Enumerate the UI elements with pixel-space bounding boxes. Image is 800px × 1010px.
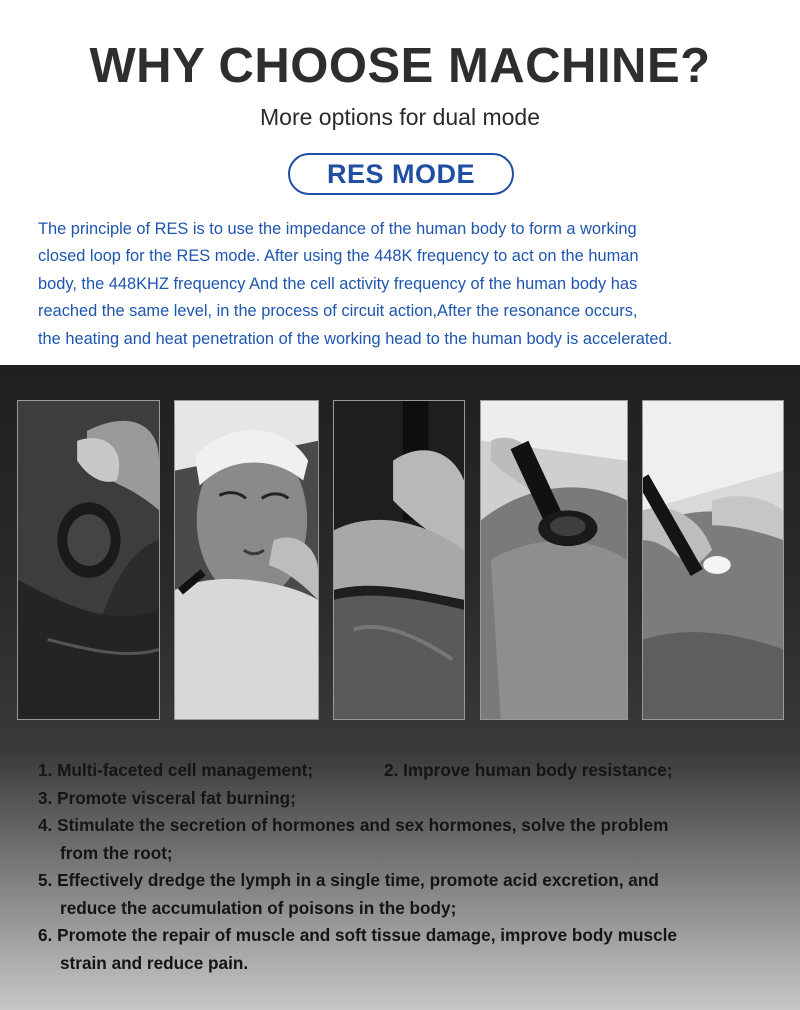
benefits-list: [38, 757, 778, 977]
benefit-item-6-cont: strain and reduce pain.: [60, 952, 249, 973]
res-mode-badge: [288, 153, 514, 195]
treatment-photo-3: [333, 400, 465, 720]
treatment-photo-3-image: [334, 401, 464, 719]
page-subtitle: More options for dual mode: [260, 104, 540, 130]
description-paragraph: [38, 216, 788, 353]
description-line: reached the same level, in the process of circuit action,After the resonance occurs,: [38, 302, 638, 321]
benefit-item-1: 1. Multi-faceted cell management;: [38, 760, 314, 780]
treatment-photo-1-image: [18, 401, 159, 719]
benefit-item-3: 3. Promote visceral fat burning;: [38, 787, 296, 808]
treatment-photo-4: [480, 400, 628, 720]
benefit-item-6: 6. Promote the repair of muscle and soft tissue damage, improve body muscle: [38, 925, 677, 945]
benefit-item-4: 4. Stimulate the secretion of hormones and sex hormones, solve the problem: [38, 815, 669, 835]
benefit-item-5: 5. Effectively dredge the lymph in a single time, promote acid excretion, and: [38, 870, 659, 890]
treatment-photo-4-image: [481, 401, 627, 719]
header-section: [0, 0, 800, 365]
description-line: body, the 448KHZ frequency And the cell activity frequency of the human body has: [38, 274, 638, 293]
description-line: the heating and heat penetration of the working head to the human body is accelerated.: [38, 329, 673, 348]
res-mode-label: RES MODE: [326, 158, 476, 189]
description-line: closed loop for the RES mode. After using the 448K frequency to act on the human: [38, 247, 639, 266]
treatment-photo-5-image: [643, 401, 783, 719]
treatment-photo-1: [17, 400, 160, 720]
treatment-photo-2-image: [175, 401, 318, 719]
benefits-row-1: [38, 757, 778, 785]
treatment-photo-5: [642, 400, 784, 720]
treatment-photo-2: [174, 400, 319, 720]
description-line: The principle of RES is to use the impedance of the human body to form a working: [38, 220, 637, 238]
benefit-item-5-cont: reduce the accumulation of poisons in the body;: [60, 897, 457, 918]
benefit-item-4-cont: from the root;: [60, 842, 173, 863]
page-title: WHY CHOOSE MACHINE?: [89, 39, 711, 93]
benefit-item-2: 2. Improve human body resistance;: [384, 760, 673, 780]
